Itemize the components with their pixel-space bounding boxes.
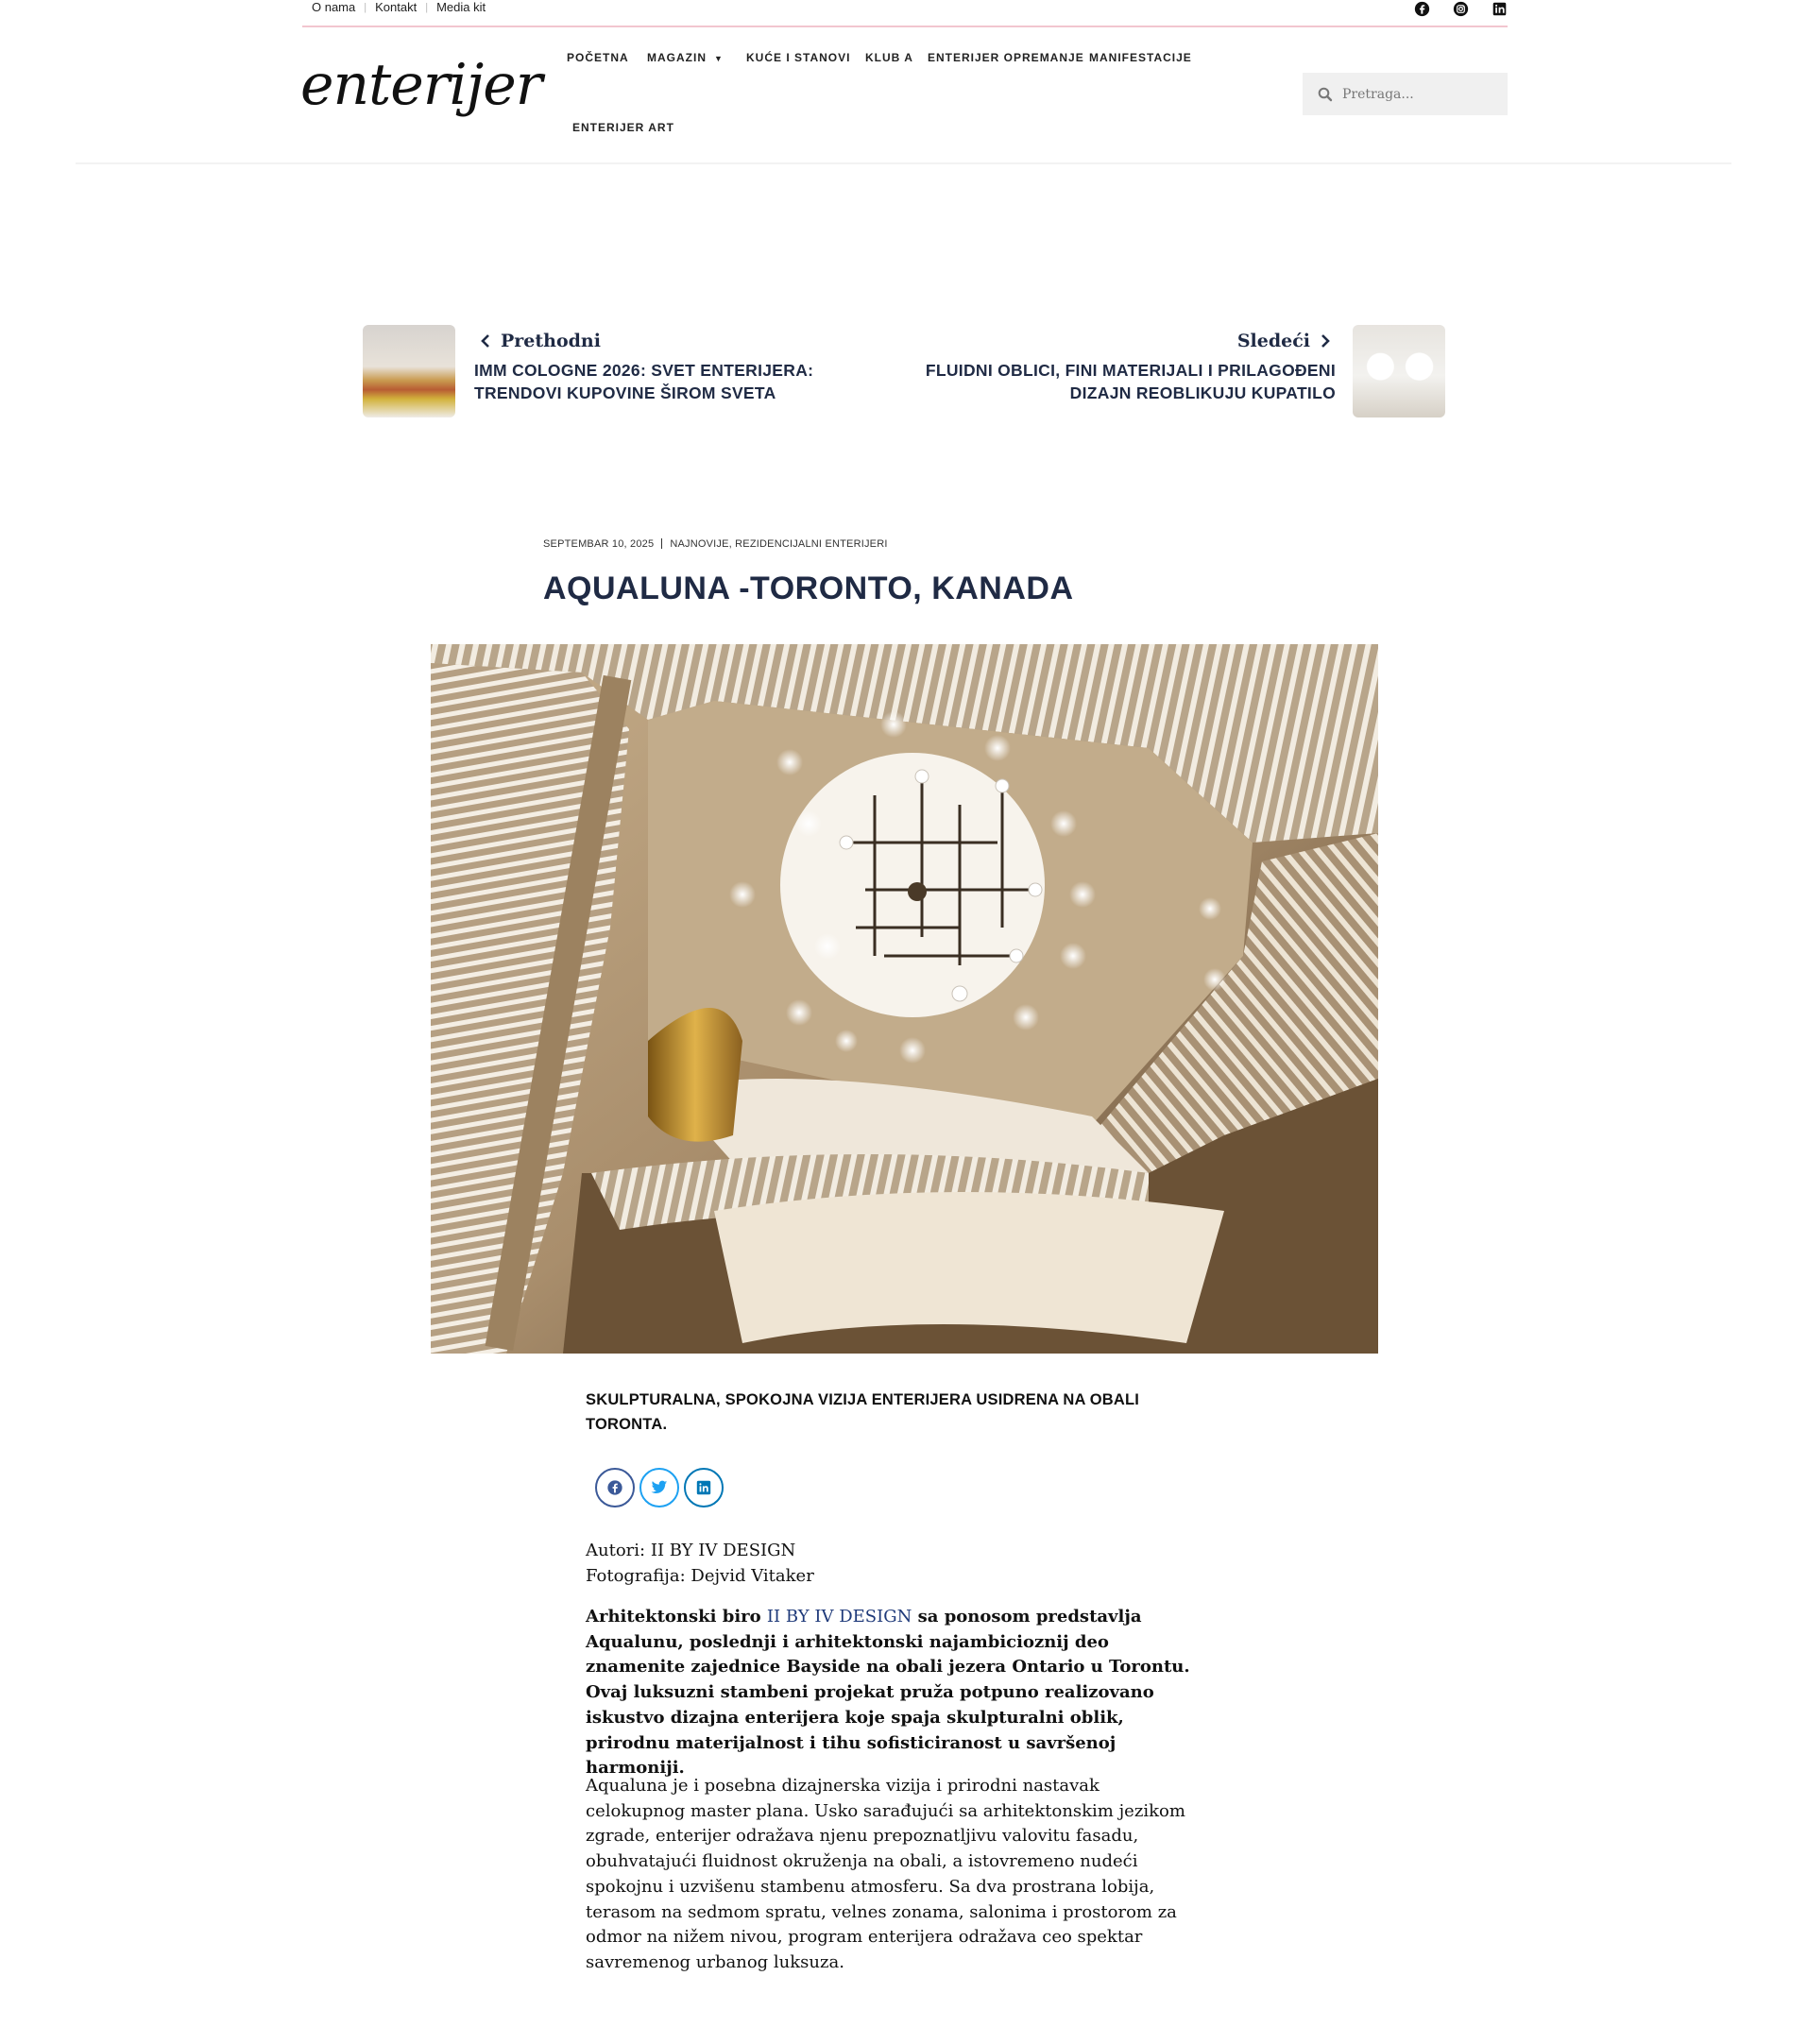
next-post-link[interactable]: [1237, 331, 1331, 351]
article-paragraph-intro: [586, 1605, 1190, 1781]
chevron-down-icon: ▼: [714, 54, 724, 63]
article-date: SEPTEMBAR 10, 2025: [543, 538, 655, 550]
nav-item-enterijer-opremanje[interactable]: ENTERIJER OPREMANJE: [928, 51, 1084, 64]
link-kontakt[interactable]: Kontakt: [375, 0, 418, 14]
article-title: AQUALUNA -TORONTO, KANADA: [543, 571, 1074, 606]
article-meta: [543, 538, 888, 550]
article-credits: [586, 1538, 814, 1589]
site-logo[interactable]: enterijer: [300, 52, 542, 118]
prev-post-thumbnail[interactable]: [363, 325, 455, 417]
next-post-thumbnail[interactable]: [1353, 325, 1445, 417]
nav-item-label: MAGAZIN: [647, 51, 707, 64]
credit-label: Autori:: [586, 1541, 646, 1560]
credit-authors: [586, 1538, 814, 1563]
search-input[interactable]: [1340, 86, 1495, 103]
divider: |: [364, 1, 367, 13]
social-links: [1414, 1, 1508, 17]
share-facebook-button[interactable]: [595, 1468, 635, 1507]
studio-link[interactable]: II BY IV DESIGN: [766, 1607, 912, 1627]
nav-item-klub-a[interactable]: KLUB A: [865, 51, 913, 64]
linkedin-icon[interactable]: [1492, 1, 1508, 17]
top-links: [312, 0, 486, 14]
hero-image: [431, 644, 1378, 1354]
nav-item-enterijer-art[interactable]: ENTERIJER ART: [572, 121, 674, 134]
search-box: [1303, 73, 1508, 115]
link-media-kit[interactable]: Media kit: [436, 0, 486, 14]
credit-value: II BY IV DESIGN: [650, 1541, 796, 1560]
next-post-label: Sledeći: [1236, 331, 1310, 351]
paragraph-text: Arhitektonski biro: [586, 1607, 767, 1627]
article-categories[interactable]: NAJNOVIJE, REZIDENCIJALNI ENTERIJERI: [670, 538, 888, 550]
credit-value: Dejvid Vitaker: [690, 1566, 814, 1586]
linkedin-icon: [696, 1480, 711, 1495]
chevron-left-icon: [480, 333, 491, 349]
credit-label: Fotografija:: [586, 1566, 686, 1586]
instagram-icon[interactable]: [1453, 1, 1469, 17]
top-utility-bar: [302, 0, 1508, 27]
facebook-icon: [606, 1479, 623, 1496]
divider: [661, 538, 662, 549]
paragraph-text: sa ponosom predstavlja Aqualunu, poslednji i arhitektonski najambicioznij deo znamenite zajednice Bayside na obali jezera Ontario u Torontu. Ovaj luksuzni stambeni projekat pruža potpuno realizovano iskustvo dizajna enterijera koje spaja skulpturalni oblik, prirodnu materijalnost i tihu sofisticiranost u savršenoj harmoniji.: [586, 1607, 1190, 1779]
prev-post-label: Prethodni: [501, 331, 601, 351]
share-buttons: [595, 1468, 724, 1507]
share-twitter-button[interactable]: [639, 1468, 679, 1507]
nav-item-kuce-i-stanovi[interactable]: KUĆE I STANOVI: [746, 51, 851, 64]
nav-item-pocetna[interactable]: POČETNA: [567, 51, 629, 64]
twitter-icon: [651, 1480, 668, 1495]
nav-item-manifestacije[interactable]: MANIFESTACIJE: [1089, 51, 1192, 64]
article-paragraph: Aqualuna je i posebna dizajnerska vizija i prirodni nastavak celokupnog master plana. Usko sarađujući sa arhitektonskim jezikom zgrade, enterijer odražava njenu prepoznatljivu valovitu fasadu, obuhvatajući fluidnost okruženja na obali, a istovremeno nudeći spokojnu i uzvišenu stambenu atmosferu. Sa dva prostrana lobija, terasom na sedmom spratu, velnes zonama, salonima i prostorom za odmor na nižem nivou, program enterijera odražava ceo spektar savremenog urbanog luksuza.: [586, 1776, 1185, 1972]
link-o-nama[interactable]: O nama: [312, 0, 356, 14]
search-icon: [1318, 87, 1333, 102]
next-post-title[interactable]: FLUIDNI OBLICI, FINI MATERIJALI I PRILAGOĐENI DIZAJN REOBLIKUJU KUPATILO: [925, 361, 1336, 402]
prev-post-link[interactable]: [480, 331, 601, 351]
credit-photo: [586, 1563, 814, 1589]
share-linkedin-button[interactable]: [684, 1468, 724, 1507]
divider: |: [425, 1, 429, 13]
header-divider: [76, 162, 1731, 164]
facebook-icon[interactable]: [1414, 1, 1430, 17]
chevron-right-icon: [1320, 333, 1331, 349]
article-lead: SKULPTURALNA, SPOKOJNA VIZIJA ENTERIJERA USIDRENA NA OBALI TORONTA.: [586, 1391, 1140, 1433]
prev-post-title[interactable]: IMM COLOGNE 2026: SVET ENTERIJERA: TRENDOVI KUPOVINE ŠIROM SVETA: [474, 361, 814, 402]
nav-item-magazin[interactable]: [647, 51, 724, 64]
